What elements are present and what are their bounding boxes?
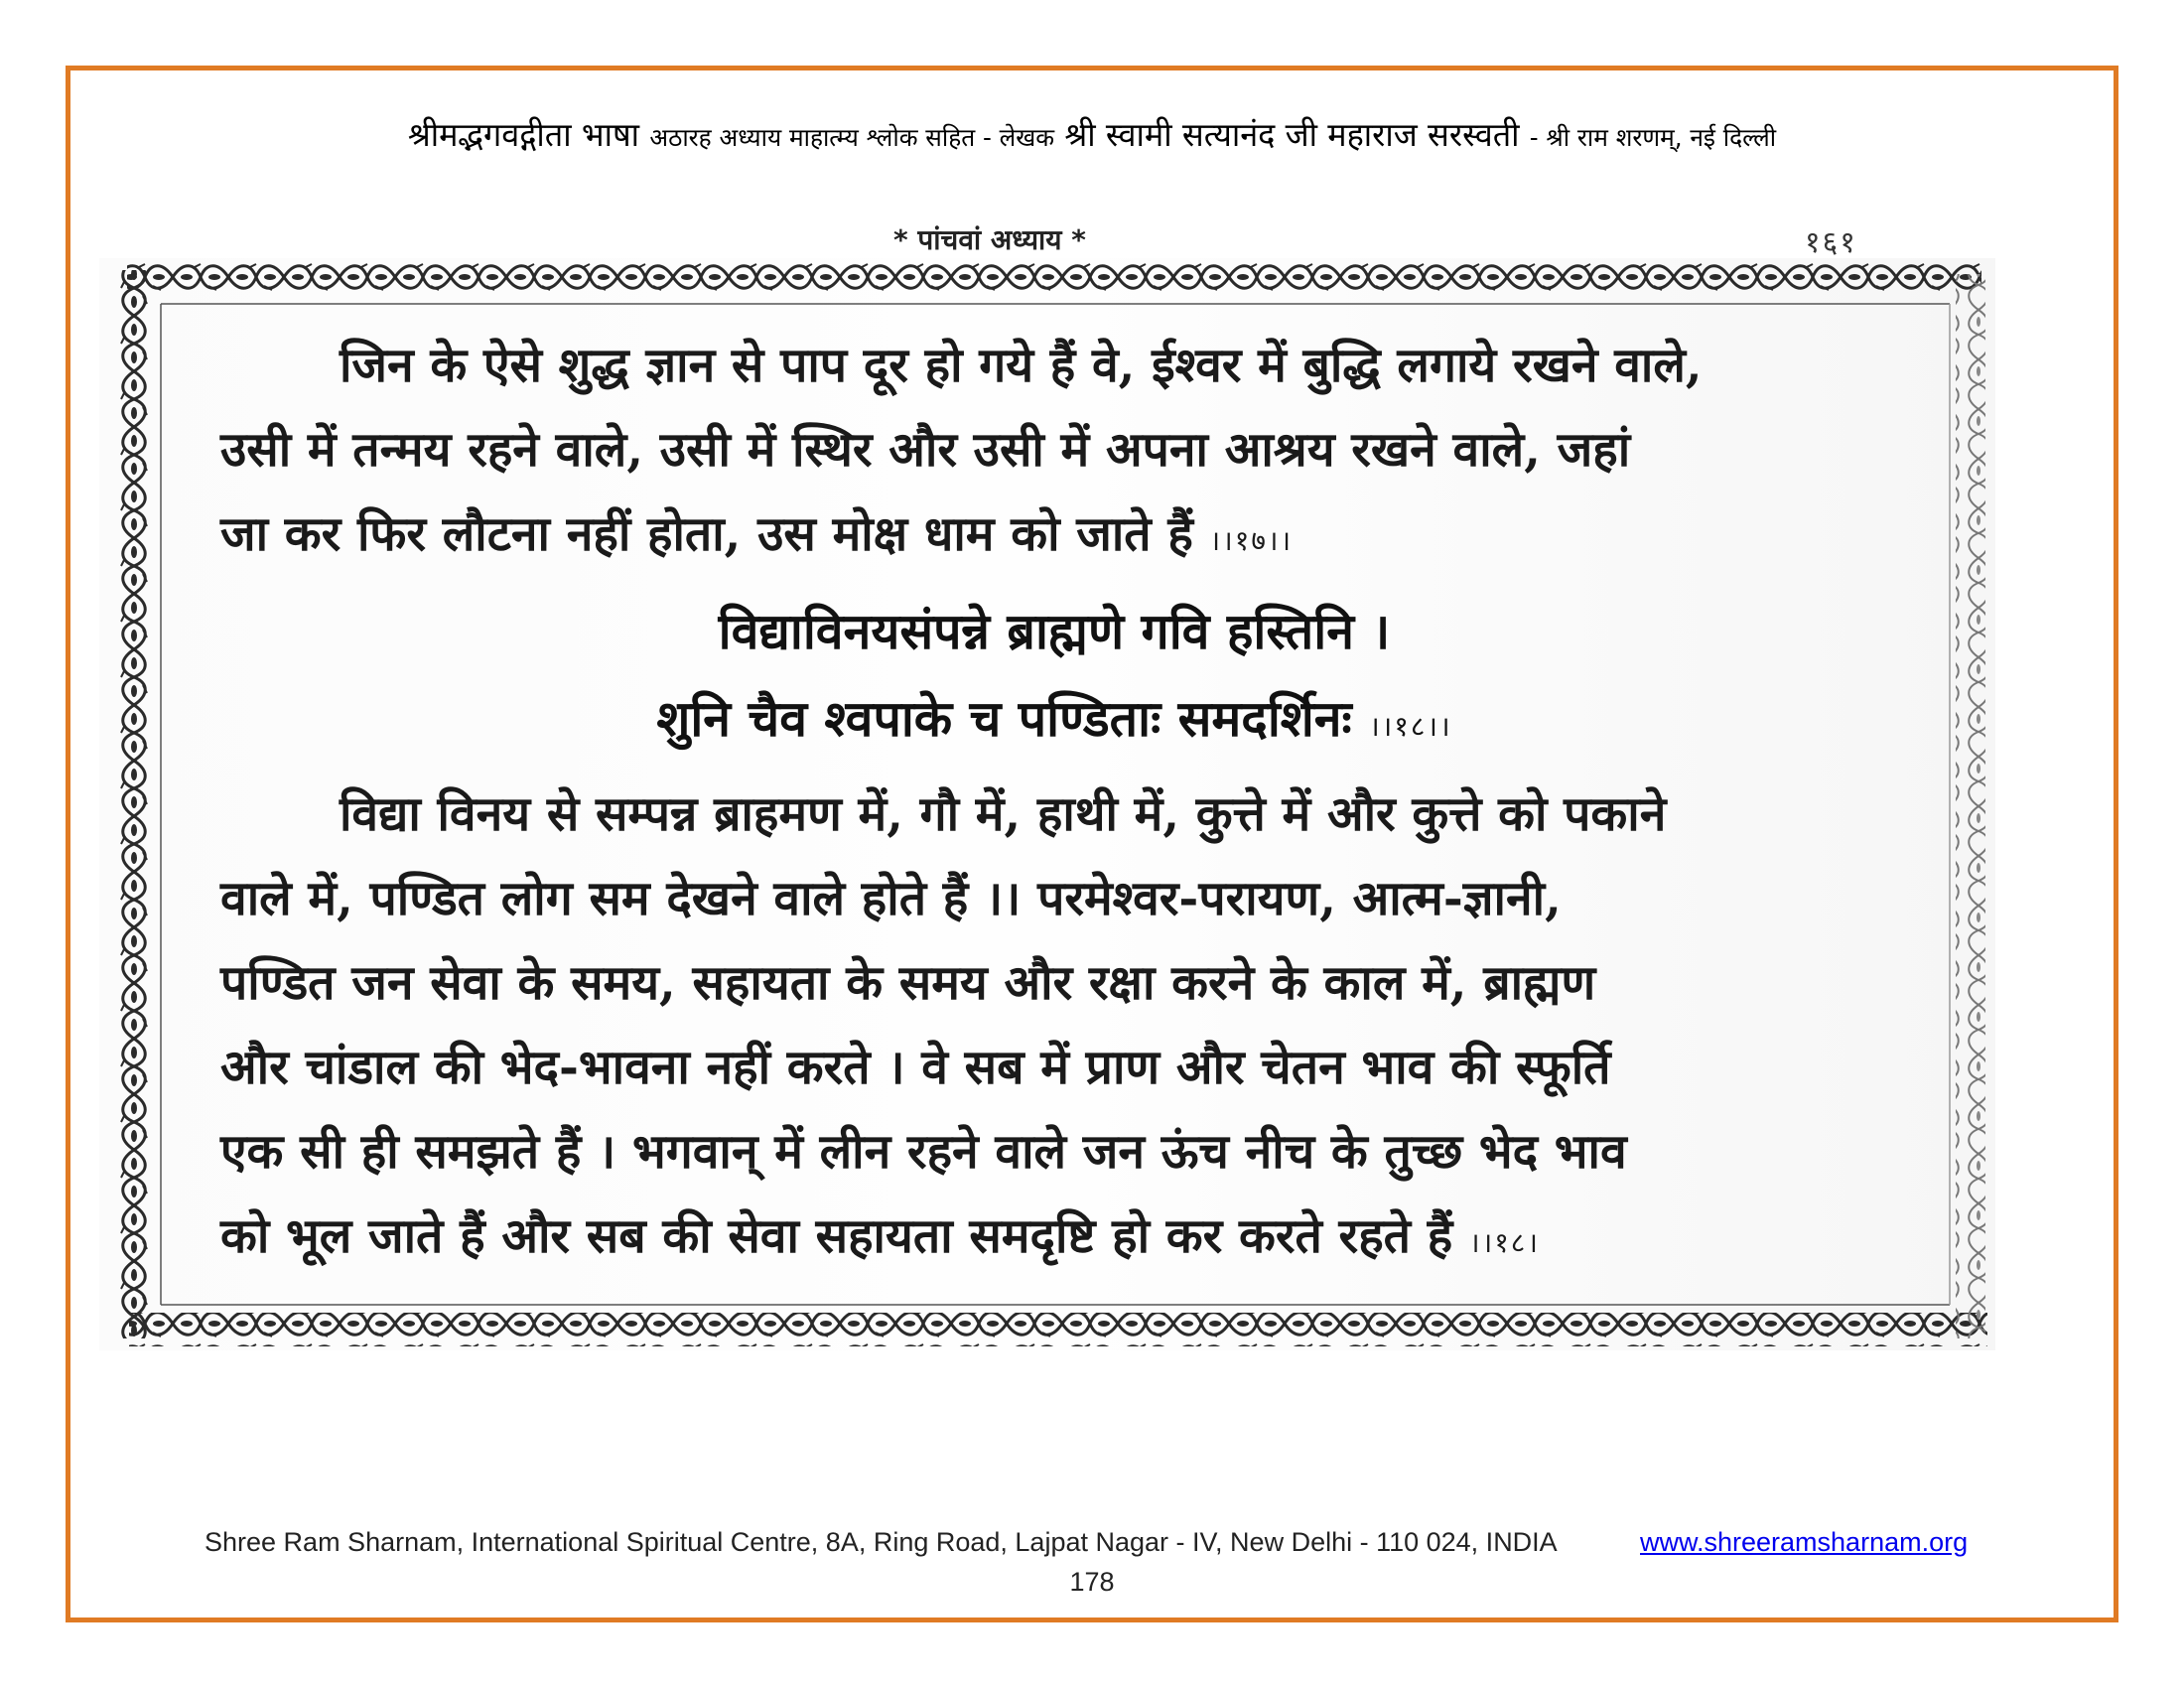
- paragraph-line-text: को भूल जाते हैं और सब की सेवा सहायता समदृष्टि हो कर करते रहते हैं: [220, 1208, 1453, 1264]
- verse-number: ।।१८।।: [1369, 710, 1452, 743]
- paragraph-line-text: जा कर फिर लौटना नहीं होता, उस मोक्ष धाम को जाते हैं: [220, 506, 1193, 562]
- paragraph-verse-17: [220, 324, 1888, 583]
- title-part-gita: श्रीमद्भगवद्गीता भाषा: [407, 115, 640, 154]
- book-page-number: १६१: [1805, 225, 1857, 260]
- shloka-line: विद्याविनयसंपन्ने ब्राह्मणे गवि हस्तिनि ।: [718, 603, 1391, 660]
- paragraph-line: उसी में तन्मय रहने वाले, उसी में स्थिर और उसी में अपना आश्रय रखने वाले, जहां: [220, 422, 1631, 478]
- page-number: 178: [1069, 1567, 1115, 1597]
- verse-number: ।।१८।: [1468, 1226, 1540, 1259]
- title-part-author: श्री स्वामी सत्यानंद जी महाराज सरस्वती: [1064, 115, 1520, 154]
- paragraph-line: [220, 492, 1888, 583]
- chapter-title: * पांचवां अध्याय *: [893, 223, 1086, 256]
- shloka-line: [220, 675, 1888, 771]
- shloka-line-text: शुनि चैव श्वपाके च पण्डिताः समदर्शिनः: [656, 690, 1352, 748]
- document-title: [99, 111, 2084, 156]
- paragraph-line: [220, 1195, 1888, 1285]
- paragraph-line: जिन के ऐसे शुद्ध ज्ञान से पाप दूर हो गये हैं वे, ईश्वर में बुद्धि लगाये रखने वाले,: [340, 338, 1703, 393]
- verse-number: ।।१७।।: [1209, 524, 1294, 557]
- website-link[interactable]: www.shreeramsharnam.org: [1640, 1527, 1969, 1557]
- sanskrit-shloka: [220, 588, 1888, 771]
- footer-address: Shree Ram Sharnam, International Spiritual Centre, 8A, Ring Road, Lajpat Nagar - IV, New Delhi - 110 024, INDIA: [205, 1527, 1558, 1557]
- paragraph-verse-18: [220, 773, 1888, 1285]
- title-part-publisher: - श्री राम शरणम्, नई दिल्ली: [1529, 123, 1777, 152]
- paragraph-line: वाले में, पण्डित लोग सम देखने वाले होते हैं ।। परमेश्वर-परायण, आत्म-ज्ञानी,: [220, 871, 1562, 926]
- paragraph-line: और चांडाल की भेद-भावना नहीं करते । वे सब में प्राण और चेतन भाव की स्फूर्ति: [220, 1040, 1611, 1095]
- paragraph-line: पण्डित जन सेवा के समय, सहायता के समय और रक्षा करने के काल में, ब्राह्मण: [220, 955, 1596, 1011]
- paragraph-line: विद्या विनय से सम्पन्न ब्राहमण में, गौ में, हाथी में, कुत्ते में और कुत्ते को पकाने: [340, 786, 1667, 842]
- paragraph-line: एक सी ही समझते हैं । भगवान् में लीन रहने वाले जन ऊंच नीच के तुच्छ भेद भाव: [220, 1124, 1627, 1180]
- title-part-subtitle: अठारह अध्याय माहात्म्य श्लोक सहित - लेखक: [649, 123, 1055, 152]
